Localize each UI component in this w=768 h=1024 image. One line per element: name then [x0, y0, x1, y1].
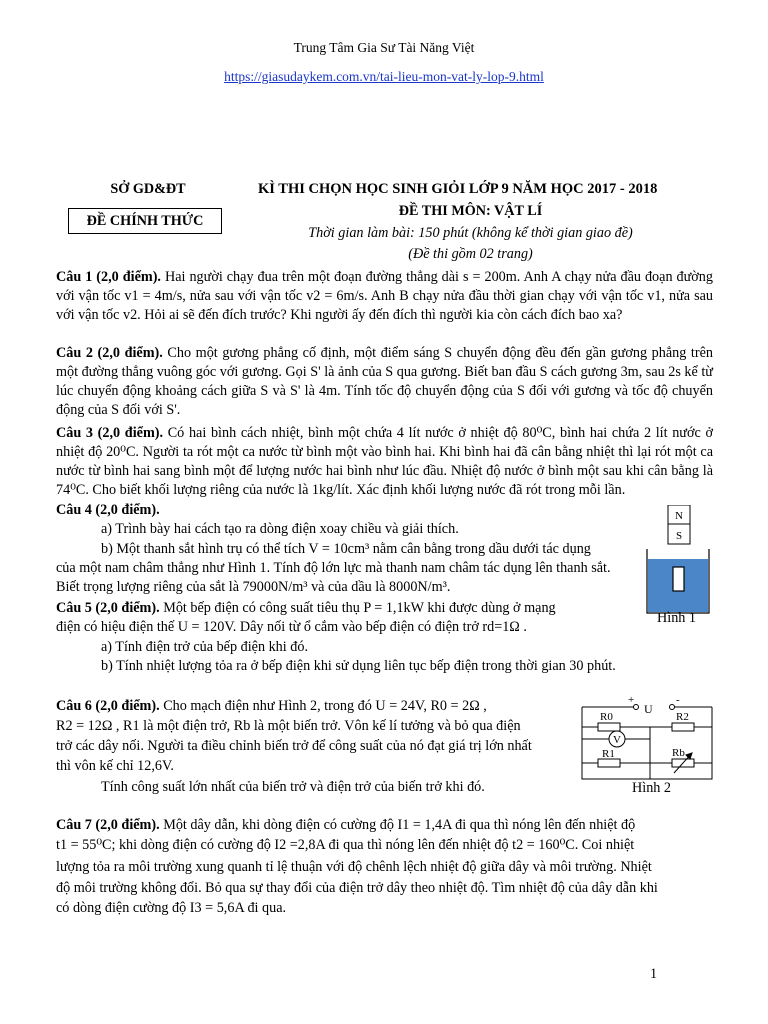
exam-title: KÌ THI CHỌN HỌC SINH GIỎI LỚP 9 NĂM HỌC 2017 - 2018 — [258, 181, 658, 197]
question-2-label: Câu 2 (2,0 điểm). — [56, 345, 163, 361]
question-4-part-b-line3: Biết trọng lượng riêng của sắt là 79000N/m³ và của dầu là 8000N/m³. — [56, 579, 451, 595]
question-6-text1: Cho mạch điện như Hình 2, trong đó U = 24V, R0 = 2Ω , — [159, 698, 487, 714]
question-7-line2: t1 = 55⁰C; khi dòng điện có cường độ I2 =2,8A đi qua thì nóng lên đến nhiệt độ t2 = 160⁰C. Coi nhiệt — [56, 837, 635, 853]
question-1-label: Câu 1 (2,0 điểm). — [56, 269, 161, 285]
official-badge: ĐỀ CHÍNH THỨC — [68, 208, 222, 234]
exam-time: Thời gian làm bài: 150 phút (không kể thời gian giao đề) — [308, 225, 633, 241]
question-4-label: Câu 4 (2,0 điểm). — [56, 502, 160, 518]
circuit-diagram — [578, 693, 716, 785]
question-5-line2: điện có hiệu điện thế U = 120V. Dây nối từ ổ cắm vào bếp điện có điện trở rd=1Ω . — [56, 619, 527, 635]
question-4-part-b-line1: b) Một thanh sắt hình trụ có thể tích V = 10cm³ nằm cân bằng trong dầu dưới tác dụng — [101, 541, 591, 557]
question-3 — [56, 424, 713, 500]
figure-1-caption: Hình 1 — [657, 610, 697, 626]
question-7-line1 — [56, 817, 635, 834]
question-6-line4: thì vôn kế chỉ 12,6V. — [56, 758, 174, 774]
question-4-part-a: a) Trình bày hai cách tạo ra dòng điện xoay chiều và giải thích. — [101, 521, 459, 537]
r0-label: R0 — [600, 711, 613, 723]
question-1-text: Hai người chạy đua trên một đoạn đường thẳng dài s = 200m. Anh A chạy nửa đầu đoạn đường với vận tốc v1 = 4m/s, nửa sau với vận tốc v2 = 6m/s. Anh B chạy nửa đầu thời gian chạy với vận tốc v1, nửa sau với vận tốc v2. Hỏi ai sẽ đến đích trước? Khi người ấy đến đích thì người kia còn cách đích bao xa? — [56, 269, 713, 323]
header-url-link[interactable]: https://giasudaykem.com.vn/tai-lieu-mon-vat-ly-lop-9.html — [224, 69, 544, 84]
north-pole-label: N — [675, 510, 683, 522]
figure-2 — [578, 693, 716, 785]
south-pole-label: S — [675, 530, 683, 542]
question-4-part-b-line2: của một nam châm thẳng như Hình 1. Tính độ lớn lực mà thanh nam châm tác dụng lên thanh sắt. — [56, 560, 611, 576]
magnet-oil-diagram — [643, 505, 713, 615]
question-7-text1: Một dây dẫn, khi dòng điện có cường độ I1 = 1,4A đi qua thì nóng lên đến nhiệt độ — [159, 817, 636, 833]
question-7-line5: có dòng điện cường độ I3 = 5,6A đi qua. — [56, 900, 287, 916]
exam-subject: ĐỀ THI MÔN: VẬT LÍ — [398, 203, 543, 219]
question-6-line3: trở các dây nối. Người ta điều chỉnh biến trở để công suất của nó đạt giá trị lớn nhất — [56, 738, 532, 754]
question-7-line4: độ môi trường không đổi. Bỏ qua sự thay đổi của điện trở dây theo nhiệt độ. Tìm nhiệt độ của dây dẫn khi — [56, 880, 658, 896]
question-6-line2: R2 = 12Ω , R1 là một điện trở, Rb là một biến trở. Vôn kế lí tưởng và bỏ qua điện — [56, 718, 521, 734]
voltmeter-label: V — [613, 734, 621, 746]
question-5-part-b: b) Tính nhiệt lượng tỏa ra ở bếp điện khi sử dụng liên tục bếp điện trong thời gian 30 phút. — [101, 658, 616, 674]
question-3-text: Có hai bình cách nhiệt, bình một chứa 4 lít nước ở nhiệt độ 80⁰C, bình hai chứa 2 lít nước ở nhiệt độ 20⁰C. Người ta rót một ca nước từ bình một vào bình hai. Khi bình hai đã cân bằng nhiệt thì lại rót một ca nước từ bình hai sang bình một để lượng nước hai bình như lúc đầu. Nhiệt độ nước ở bình một sau khi cân bằng là 74⁰C. Cho biết khối lượng riêng của nước là 1kg/lít. Xác định khối lượng nước đã rót trong mỗi lần. — [56, 425, 713, 498]
question-5-part-a: a) Tính điện trở của bếp điện khi đó. — [101, 639, 308, 655]
exam-pages: (Đề thi gồm 02 trang) — [408, 246, 533, 262]
plus-terminal: + — [628, 694, 635, 706]
question-2-text: Cho một gương phẳng cố định, một điểm sáng S chuyển động đều đến gần gương phẳng trên một đường thẳng vuông góc với gương. Gọi S' là ảnh của S qua gương. Biết ban đầu S cách gương 3m, sau 2s kể từ lúc chuyển động khoảng cách giữa S và S' là 4m. Tính tốc độ chuyển động của S đối với gương và tốc độ chuyển động của S đối với S'. — [56, 345, 713, 418]
question-6-line5: Tính công suất lớn nhất của biến trở và điện trở của biến trở khi đó. — [101, 779, 485, 795]
figure-2-caption: Hình 2 — [632, 780, 672, 796]
question-3-label: Câu 3 (2,0 điểm). — [56, 425, 164, 441]
question-5-line1 — [56, 600, 556, 617]
voltage-u-label: U — [644, 702, 653, 716]
question-5-label: Câu 5 (2,0 điểm). — [56, 600, 160, 616]
question-6-label: Câu 6 (2,0 điểm). — [56, 698, 160, 714]
header-org: Trung Tâm Gia Sư Tài Năng Việt — [293, 40, 475, 55]
question-1 — [56, 268, 713, 325]
dept-label: SỞ GD&ĐT — [110, 181, 186, 197]
question-6-line1 — [56, 698, 487, 715]
question-7-line3: lượng tỏa ra môi trường xung quanh tỉ lệ thuận với độ chênh lệch nhiệt độ giữa dây và môi trường. Nhiệt — [56, 859, 652, 875]
question-5-text1: Một bếp điện có công suất tiêu thụ P = 1,1kW khi được dùng ở mạng — [159, 600, 556, 616]
minus-terminal: - — [676, 694, 680, 706]
page-number: 1 — [650, 966, 658, 982]
r1-label: R1 — [602, 748, 615, 760]
question-7-label: Câu 7 (2,0 điểm). — [56, 817, 160, 833]
figure-1 — [643, 505, 713, 615]
question-2 — [56, 344, 713, 420]
r2-label: R2 — [676, 711, 689, 723]
rb-label: Rb — [672, 747, 685, 759]
